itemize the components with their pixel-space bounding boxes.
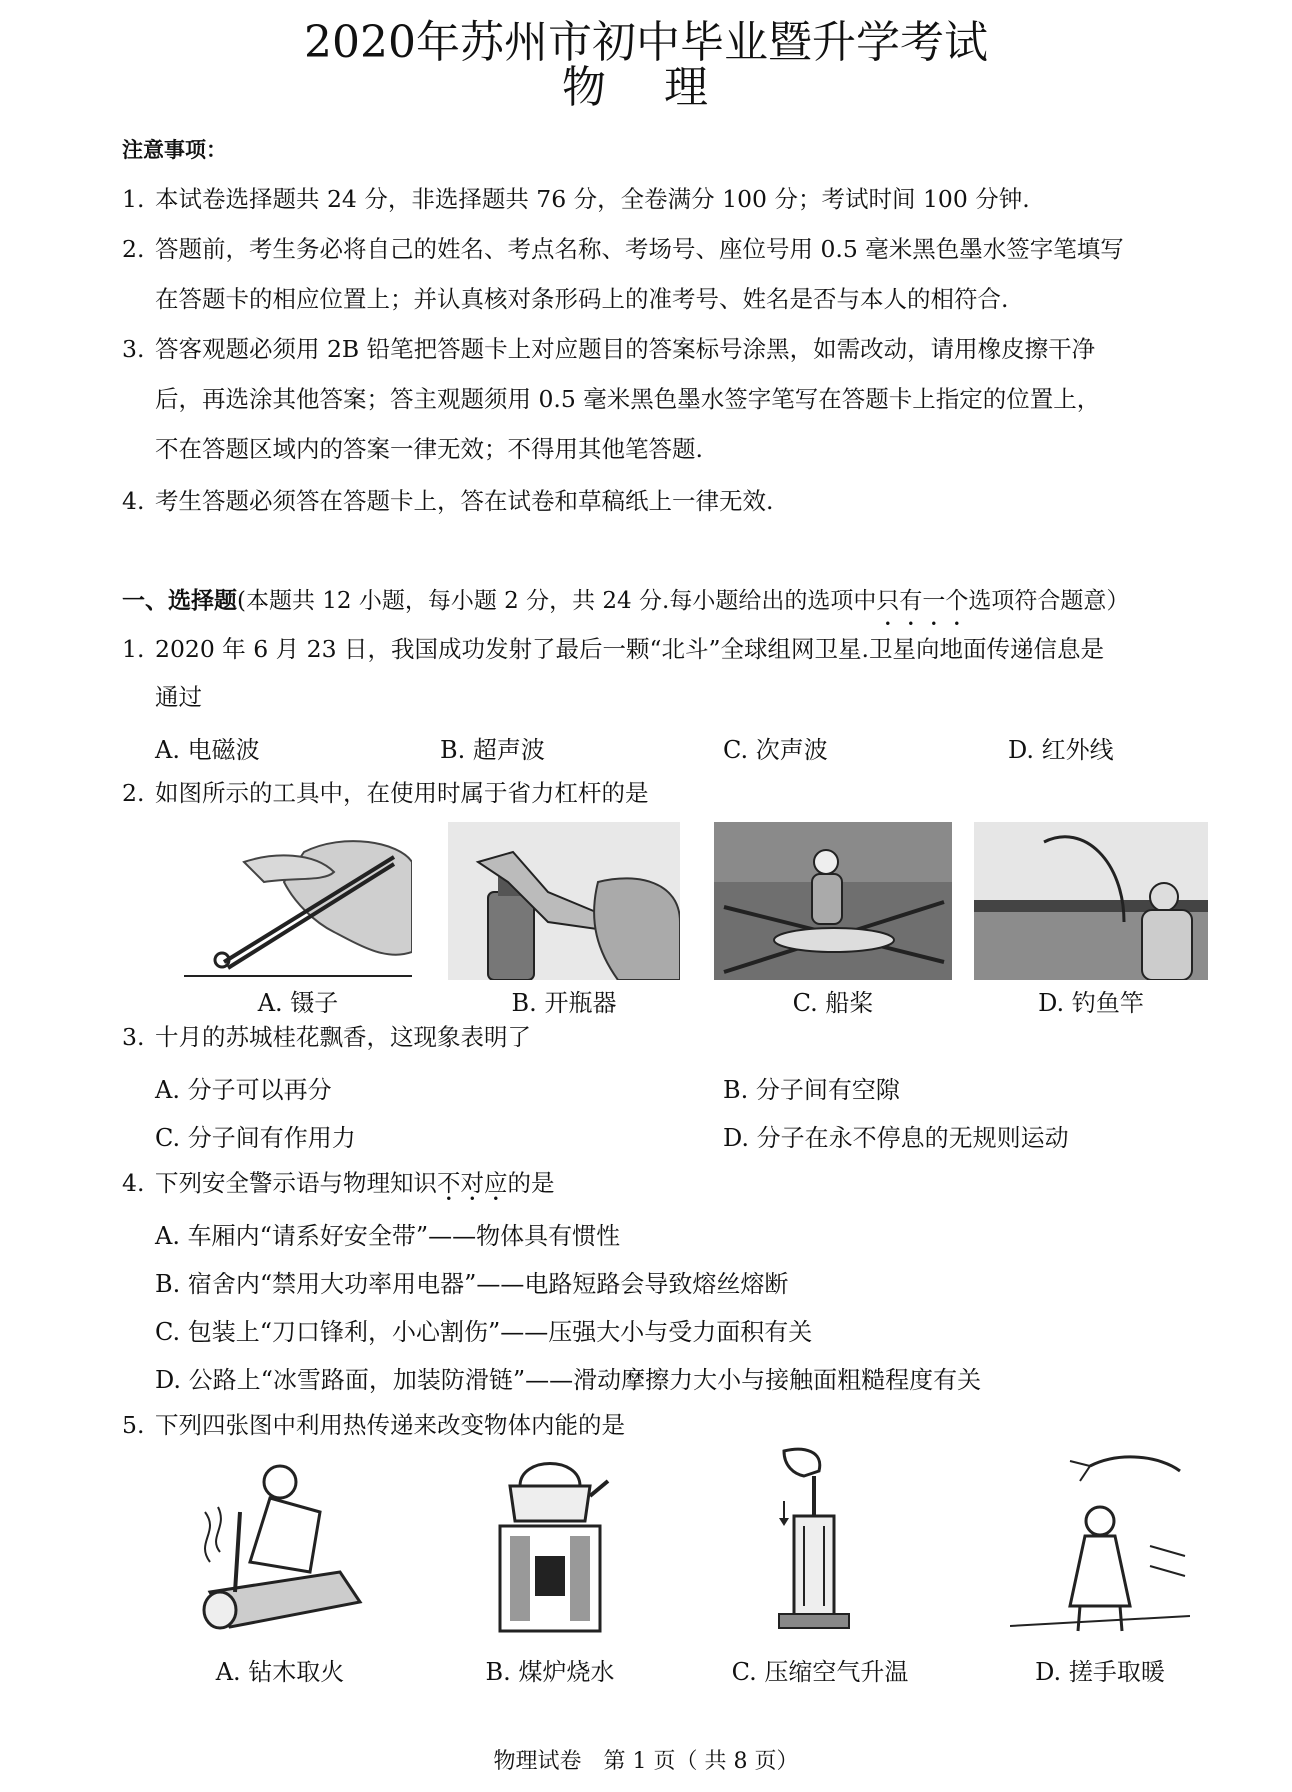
section-title: 一、选择题 [122, 588, 237, 614]
option-b: B. 煤炉烧水 [485, 1658, 615, 1686]
drilling-wood-image [190, 1452, 370, 1632]
notice-line: 本试卷选择题共 24 分，非选择题共 76 分，全卷满分 100 分；考试时间 100 分钟. [155, 185, 1030, 213]
option-b: B. 宿舍内“禁用大功率用电器”——电路短路会导致熔丝熔断 [155, 1270, 789, 1298]
question-num: 4. [122, 1169, 145, 1197]
section-desc-end: 选项符合题意） [968, 588, 1130, 614]
option-a: A. 钻木取火 [215, 1658, 345, 1686]
air-compression-image [764, 1446, 874, 1636]
question-num: 5. [122, 1411, 145, 1439]
option-c: C. 分子间有作用力 [155, 1124, 356, 1152]
question-num: 2. [122, 779, 145, 807]
option-b: B. 开瓶器 [511, 989, 617, 1017]
question-text [155, 1168, 555, 1198]
question-num: 1. [122, 635, 145, 663]
option-d: D. 公路上“冰雪路面，加装防滑链”——滑动摩擦力大小与接触面粗糙程度有关 [155, 1366, 982, 1394]
emphasis-char: 只 [876, 588, 900, 614]
option-b: B. 分子间有空隙 [723, 1076, 900, 1104]
option-c: C. 压缩空气升温 [731, 1658, 909, 1686]
question-num: 3. [122, 1023, 145, 1051]
fishing-image [974, 822, 1208, 980]
option-c: C. 包装上“刀口锋利，小心割伤”——压强大小与受力面积有关 [155, 1318, 813, 1346]
tweezers-image [184, 822, 412, 980]
notice-line: 答题前，考生务必将自己的姓名、考点名称、考场号、座位号用 0.5 毫米黑色墨水签字笔填写 [155, 235, 1124, 263]
option-a: A. 电磁波 [155, 736, 260, 764]
option-d: D. 钓鱼竿 [1038, 989, 1144, 1017]
emphasis-char: 一 [922, 588, 946, 614]
option-b: B. 超声波 [440, 736, 545, 764]
option-a: A. 车厢内“请系好安全带”——物体具有惯性 [155, 1222, 621, 1250]
notice-line: 答客观题必须用 2B 铅笔把答题卡上对应题目的答案标号涂黑，如需改动，请用橡皮擦干净 [155, 335, 1096, 363]
notice-line: 后，再选涂其他答案；答主观题须用 0.5 毫米黑色墨水签字笔写在答题卡上指定的位置上， [155, 385, 1101, 413]
emphasis-char: 不 [437, 1169, 461, 1197]
option-a: A. 分子可以再分 [155, 1076, 332, 1104]
question-text: 十月的苏城桂花飘香，这现象表明了 [155, 1023, 531, 1051]
question-text: 下列四张图中利用热传递来改变物体内能的是 [155, 1411, 625, 1439]
option-d: D. 红外线 [1008, 736, 1114, 764]
notice-line: 考生答题必须答在答题卡上，答在试卷和草稿纸上一律无效. [155, 487, 774, 515]
coal-stove-image [490, 1446, 610, 1636]
section-desc: (本题共 12 小题，每小题 2 分，共 24 分.每小题给出的选项中 [237, 588, 877, 614]
bottle-opener-image [448, 822, 680, 980]
option-d: D. 搓手取暖 [1035, 1658, 1165, 1686]
emphasis-char: 应 [484, 1169, 508, 1197]
option-a: A. 镊子 [257, 989, 339, 1017]
rowing-image [714, 822, 952, 980]
emphasis-char: 有 [899, 588, 923, 614]
question-text: 如图所示的工具中，在使用时属于省力杠杆的是 [155, 779, 649, 807]
question-text: 2020 年 6 月 23 日，我国成功发射了最后一颗“北斗”全球组网卫星.卫星向地面传递信息是 [155, 635, 1105, 663]
notice-num: 3. [122, 335, 145, 363]
emphasis-char: 对 [460, 1169, 484, 1197]
option-c: C. 船桨 [792, 989, 874, 1017]
option-d: D. 分子在永不停息的无规则运动 [723, 1124, 1069, 1152]
subject-title: 物 理 [562, 62, 730, 113]
notice-line: 在答题卡的相应位置上；并认真核对条形码上的准考号、姓名是否与本人的相符合. [155, 285, 1009, 313]
exam-title: 2020年苏州市初中毕业暨升学考试 [304, 17, 988, 68]
notice-num: 2. [122, 235, 145, 263]
notice-num: 1. [122, 185, 145, 213]
option-c: C. 次声波 [723, 736, 828, 764]
section-header [122, 582, 1129, 615]
rubbing-hands-image [1010, 1446, 1190, 1636]
notice-num: 4. [122, 487, 145, 515]
notice-line: 不在答题区域内的答案一律无效；不得用其他笔答题. [155, 435, 703, 463]
question-text-part: 的是 [507, 1169, 555, 1197]
emphasis-char: 个 [945, 588, 969, 614]
page-footer: 物理试卷 第 1 页（ 共 8 页） [493, 1749, 799, 1774]
question-text-part: 下列安全警示语与物理知识 [155, 1169, 437, 1197]
notice-heading: 注意事项： [122, 138, 227, 162]
question-text: 通过 [155, 683, 202, 711]
